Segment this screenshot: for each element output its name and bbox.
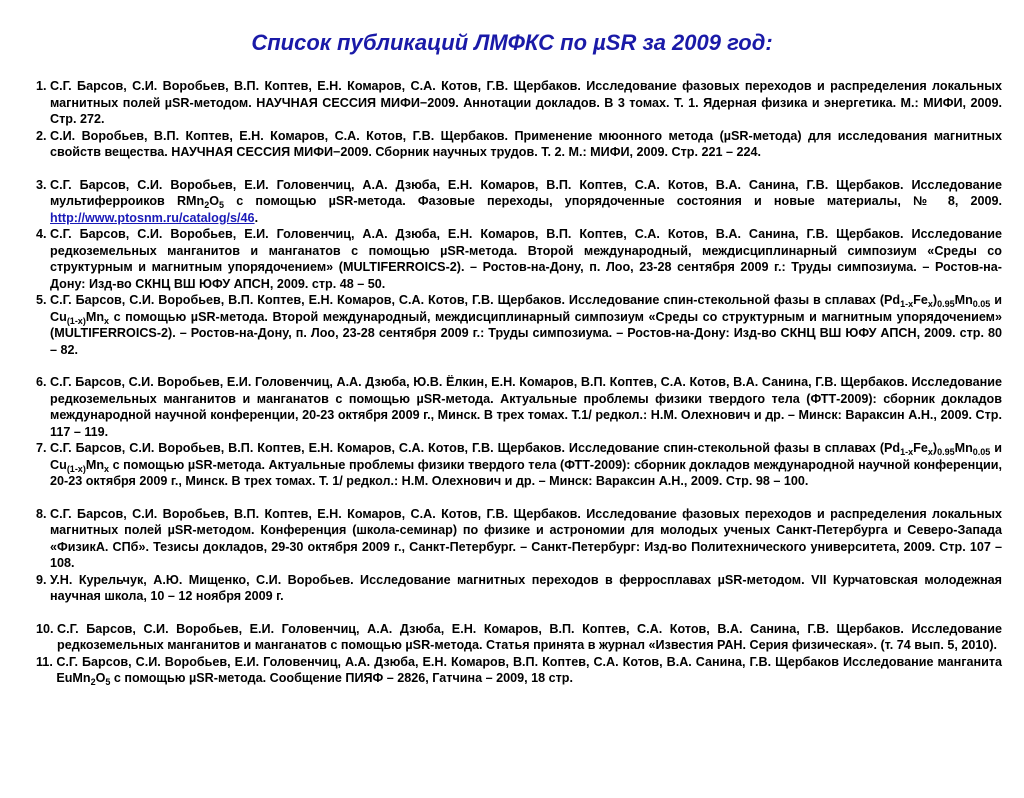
text-part: Fe bbox=[913, 293, 928, 307]
text-part: С.Г. Барсов, С.И. Воробьев, В.П. Коптев, Е.Н. Комаров, С.А. Котов, Г.В. Щербаков. Исследование спин-стекольной фазы в сплавах (Pd bbox=[50, 293, 901, 307]
publication-item-9 bbox=[36, 572, 1002, 605]
subscript: 1-x bbox=[900, 299, 914, 309]
text-part: с помощью µSR-метода. Фазовые переходы, упорядоченные состояния и новые материалы, № 8, 2009. bbox=[224, 194, 1002, 208]
text-part: и Cu bbox=[50, 441, 1003, 472]
text-part: и Cu bbox=[50, 293, 1003, 324]
subscript: (1-x) bbox=[66, 463, 86, 474]
publication-text: У.Н. Курельчук, А.Ю. Мищенко, С.И. Воробьев. Исследование магнитных переходов в ферросплавах µSR-методом. VII Курчатовская молодежная научная школа, 10 – 12 ноября 2009 г. bbox=[50, 572, 1002, 603]
subscript: x bbox=[104, 315, 110, 326]
publication-list bbox=[0, 78, 1024, 687]
subscript: 5 bbox=[219, 200, 225, 210]
publication-number: 4. bbox=[36, 227, 51, 241]
subscript: 1-x bbox=[900, 447, 914, 457]
text-part: Mn bbox=[954, 293, 973, 307]
publication-text bbox=[56, 654, 1002, 687]
publication-text: С.Г. Барсов, С.И. Воробьев, В.П. Коптев, Е.Н. Комаров, С.А. Котов, Г.В. Щербаков. Исследование фазовых переходов и распределения локальных магнитных полей µSR-методом. Конференция (школа-семинар) по физике и астрономии для молодых ученых Санкт-Петербурга и Северо-Запада «ФизикА. СПб». Тезисы докладов, 29-30 октября 2009 г., Санкт-Петербург. – Санкт-Петербург: Изд-во Политехнического университета, 2009. Стр. 107 – 108. bbox=[50, 506, 1002, 570]
text-part: O bbox=[209, 194, 220, 208]
publication-number: 1. bbox=[36, 79, 51, 93]
publication-item-7 bbox=[36, 440, 1002, 490]
publication-item-6 bbox=[36, 374, 1002, 440]
publication-number: 6. bbox=[36, 375, 51, 389]
publication-text bbox=[50, 177, 1002, 227]
publication-number: 2. bbox=[36, 128, 51, 143]
subscript: 2 bbox=[204, 200, 210, 210]
publication-item-11 bbox=[36, 654, 1002, 687]
subscript: x bbox=[927, 299, 933, 309]
text-part: O bbox=[95, 671, 106, 685]
publication-item-2 bbox=[36, 128, 1002, 161]
text-part: Fe bbox=[913, 441, 928, 455]
publication-text: С.Г. Барсов, С.И. Воробьев, Е.И. Головенчиц, А.А. Дзюба, Е.Н. Комаров, В.П. Коптев, С.А. Котов, В.А. Санина, Г.В. Щербаков. Исследование редкоземельных манганитов и манганатов с помощью µSR-метода. Статья принята в журнал «Известия РАН. Серия физическая». (т. 74 вып. 5, 2010). bbox=[57, 621, 1002, 652]
text-part: С.Г. Барсов, С.И. Воробьев, Е.И. Головенчиц, А.А. Дзюба, Е.Н. Комаров, В.П. Коптев, С.А. Котов, В.А. Санина, Г.В. Щербаков Исследование манганита EuMn bbox=[56, 654, 1002, 685]
publication-item-5 bbox=[36, 292, 1002, 358]
catalog-link[interactable]: http://www.ptosnm.ru/catalog/s/46 bbox=[50, 210, 255, 225]
subscript: 0.95 bbox=[937, 447, 955, 457]
publication-number: 8. bbox=[36, 506, 51, 521]
publication-text: С.Г. Барсов, С.И. Воробьев, Е.И. Головенчиц, А.А. Дзюба, Е.Н. Комаров, В.П. Коптев, С.А. Котов, В.А. Санина, Г.В. Щербаков. Исследование редкоземельных манганитов и манганатов с помощью µSR-метода. Второй международный, междисциплинарный симпозиум «Среды со структурным и магнитным упорядочением» (MULTIFERROICS-2). – Ростов-на-Дону, п. Лоо, 23-28 сентября 2009 г.: Труды симпозиума. – Ростов-на-Дону: Изд-во СКНЦ ВШ ЮФУ АПСН, 2009. стр. 48 – 50. bbox=[50, 227, 1002, 291]
text-part: Mn bbox=[85, 309, 105, 324]
subscript: 0.05 bbox=[972, 447, 991, 457]
publication-item-10 bbox=[36, 621, 1002, 654]
publication-text bbox=[50, 440, 1002, 490]
subscript: 2 bbox=[90, 677, 96, 687]
publication-text: С.И. Воробьев, В.П. Коптев, Е.Н. Комаров, С.А. Котов, Г.В. Щербаков. Применение мюонного метода (µSR-метода) для исследования магнитных свойств вещества. НАУЧНАЯ СЕССИЯ МИФИ−2009. Сборник научных трудов. Т. 2. М.: МИФИ, 2009. Стр. 221 – 224. bbox=[50, 128, 1002, 159]
publication-item-4 bbox=[36, 226, 1002, 292]
text-part: с помощью µSR-метода. Второй международный, междисциплинарный симпозиум «Среды со структурным и магнитным упорядочением» (MULTIFERROICS-2). – Ростов-на-Дону, п. Лоо, 23-28 сентября 2009 г.: Труды симпозиума. – Ростов-на-Дону: Изд-во СКНЦ ВШ ЮФУ АПСН, 2009. стр. 80 – 82. bbox=[50, 309, 1002, 357]
publication-text bbox=[50, 292, 1002, 358]
publication-number: 11. bbox=[36, 654, 57, 669]
subscript: 0.95 bbox=[937, 299, 955, 309]
subscript: 5 bbox=[105, 677, 111, 687]
publication-item-1 bbox=[36, 78, 1002, 128]
text-part: ) bbox=[932, 293, 938, 307]
text-part: ) bbox=[932, 441, 938, 455]
publication-number: 3. bbox=[36, 177, 51, 192]
page bbox=[0, 30, 1024, 687]
publication-number: 5. bbox=[36, 293, 51, 307]
publication-number: 10. bbox=[36, 621, 58, 636]
publication-item-8 bbox=[36, 506, 1002, 572]
publication-number: 7. bbox=[36, 441, 51, 455]
subscript: (1-x) bbox=[66, 315, 86, 326]
text-part: Mn bbox=[954, 441, 973, 455]
publication-text: С.Г. Барсов, С.И. Воробьев, Е.И. Головенчиц, А.А. Дзюба, Ю.В. Ёлкин, Е.Н. Комаров, В.П. Коптев, С.А. Котов, В.А. Санина, Г.В. Щербаков. Исследование редкоземельных манганитов и манганатов с помощью µSR-метода. Актуальные проблемы физики твердого тела (ФТТ-2009): сборник докладов международной научной конференции, 20-23 октября 2009 г., Минск. В трех томах. Т.1/ редкол.: Н.М. Олехнович и др. – Минск: Вараксин А.Н., 2009. Стр. 117 – 119. bbox=[50, 375, 1002, 439]
text-part: с помощью µSR-метода. Актуальные проблемы физики твердого тела (ФТТ-2009): сборник докладов международной научной конференции, 20-23 октября 2009 г., Минск. В трех томах. Т. 1/ редкол.: Н.М. Олехнович и др. – Минск: Вараксин А.Н., 2009. Стр. 98 – 100. bbox=[50, 457, 1002, 488]
subscript: x bbox=[104, 463, 110, 474]
text-part: С.Г. Барсов, С.И. Воробьев, В.П. Коптев, Е.Н. Комаров, С.А. Котов, Г.В. Щербаков. Исследование спин-стекольной фазы в сплавах (Pd bbox=[50, 441, 901, 455]
text-part: С.Г. Барсов, С.И. Воробьев, Е.И. Головенчиц, А.А. Дзюба, Е.Н. Комаров, В.П. Коптев, С.А. Котов, В.А. Санина, Г.В. Щербаков. Исследование мультиферроиков RMn bbox=[50, 177, 1002, 208]
publication-text: С.Г. Барсов, С.И. Воробьев, В.П. Коптев, Е.Н. Комаров, С.А. Котов, Г.В. Щербаков. Исследование фазовых переходов и распределения локальных магнитных полей µSR-методом. НАУЧНАЯ СЕССИЯ МИФИ−2009. Аннотации докладов. В 3 томах. Т. 1. Ядерная физика и энергетика. М.: МИФИ, 2009. Стр. 272. bbox=[50, 79, 1002, 126]
page-title: Список публикаций ЛМФКС по µSR за 2009 год: bbox=[251, 30, 773, 55]
text-part: Mn bbox=[85, 457, 105, 472]
publication-number: 9. bbox=[36, 572, 51, 587]
subscript: 0.05 bbox=[972, 299, 991, 309]
subscript: x bbox=[927, 447, 933, 457]
publication-item-3 bbox=[36, 177, 1002, 227]
text-part: с помощью µSR-метода. Сообщение ПИЯФ – 2826, Гатчина – 2009, 18 стр. bbox=[110, 671, 574, 685]
text-part: . bbox=[254, 210, 259, 225]
